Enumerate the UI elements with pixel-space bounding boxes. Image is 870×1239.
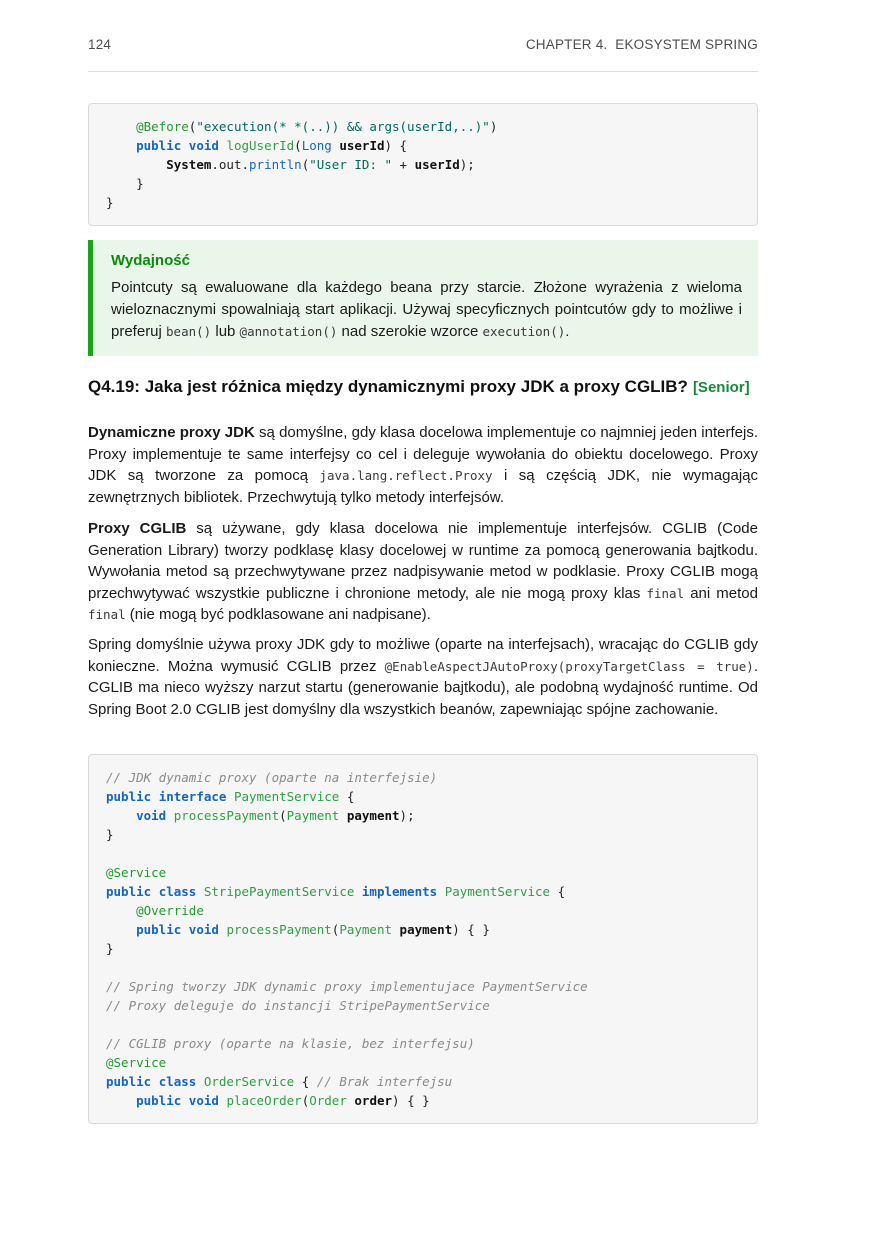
header-divider xyxy=(88,71,758,72)
question-heading xyxy=(88,375,758,400)
code-block-aop-before-advice: @Before("execution(* *(..)) && args(userId,..)") public void logUserId(Long userId) { System.out.println("User ID: " + userId); } } xyxy=(88,103,758,226)
page-header xyxy=(88,37,758,52)
page-number: 124 xyxy=(88,37,112,52)
paragraph-jdk-proxy: Dynamiczne proxy JDK są domyślne, gdy klasa docelowa implementuje co najmniej jeden interfejs. Proxy implementuje te same interfejsy co cel i deleguje wywołania do obiektu docelowego. Proxy JDK są tworzone za pomocą java.lang.reflect.Proxy i są częścią JDK, nie wymagając zewnętrznych bibliotek. Przechwytują tylko metody interfejsów. xyxy=(88,424,758,506)
question-text: Q4.19: Jaka jest różnica między dynamicznymi proxy JDK a proxy CGLIB? xyxy=(88,377,688,396)
callout-body: Pointcuty są ewaluowane dla każdego beana przy starcie. Złożone wyrażenia z wieloma wieloznacznymi spowalniają start aplikacji. Używaj specyficznych pointcutów gdy to możliwe i preferuj bean() lub @annotation() nad szerokie wzorce execution(). xyxy=(111,279,742,340)
code-block-proxy-examples: // JDK dynamic proxy (oparte na interfejsie) public interface PaymentService { void processPayment(Payment payment); } @Service public class StripePaymentService implements PaymentService { @Override public void processPayment(Payment payment) { } } // Spring tworzy JDK dynamic proxy implementujace PaymentService // Proxy deleguje do instancji StripePaymentService // CGLIB proxy (oparte na klasie, bez interfejsu) @Service public class OrderService { // Brak interfejsu public void placeOrder(Order order) { } xyxy=(88,754,758,1124)
callout-performance-note xyxy=(88,240,758,356)
paragraph-cglib-proxy: Proxy CGLIB są używane, gdy klasa docelowa nie implementuje interfejsów. CGLIB (Code Generation Library) tworzy podklasę klasy docelowej w runtime za pomocą generowania bajtkodu. Wywołania metod są przechwytywane przez nadpisywanie metod w podklasie. Proxy CGLIB mogą przechwytywać wszystkie publiczne i chronione metody, ale nie mogą proxy klas final ani metod final (nie mogą być podklasowane ani nadpisane). xyxy=(88,520,758,624)
chapter-title: CHAPTER 4. EKOSYSTEM SPRING xyxy=(525,37,758,52)
seniority-badge: [Senior] xyxy=(692,379,750,396)
callout-title: Wydajność xyxy=(111,252,190,269)
paragraph-spring-proxy-default: Spring domyślnie używa proxy JDK gdy to możliwe (oparte na interfejsach), wracając do CGLIB gdy konieczne. Można wymusić CGLIB przez @EnableAspectJAutoProxy(proxyTargetClass = true). CGLIB ma nieco wyższy narzut startu (generowanie bajtkodu), ale podobną wydajność runtime. Od Spring Boot 2.0 CGLIB jest domyślny dla wszystkich beanów, zapewniając spójne zachowanie. xyxy=(88,636,758,718)
